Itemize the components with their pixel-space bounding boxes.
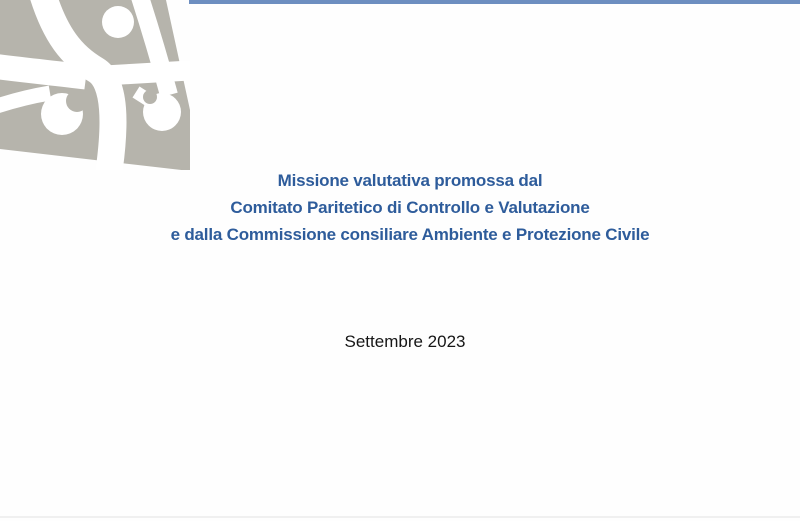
rosa-camuna-logo-svg [0, 0, 190, 170]
top-accent-bar [189, 0, 800, 4]
document-date: Settembre 2023 [344, 332, 466, 351]
logo-rose-arm-left [0, 66, 86, 77]
bottom-divider-line [0, 516, 800, 518]
logo-rose-disc-top [102, 6, 134, 38]
title-line-1: Missione valutativa promossa dal [277, 171, 543, 190]
logo-rose-counter-left [66, 90, 88, 112]
logo-rose-counter-right [143, 90, 157, 104]
rosa-camuna-logo-icon [0, 0, 190, 170]
title-line-3: e dalla Commissione consiliare Ambiente e Protezione Civile [170, 225, 650, 244]
title-line-2: Comitato Paritetico di Controllo e Valutazione [230, 198, 590, 217]
logo-rose-arm-right [96, 70, 190, 76]
document-title [20, 167, 800, 248]
